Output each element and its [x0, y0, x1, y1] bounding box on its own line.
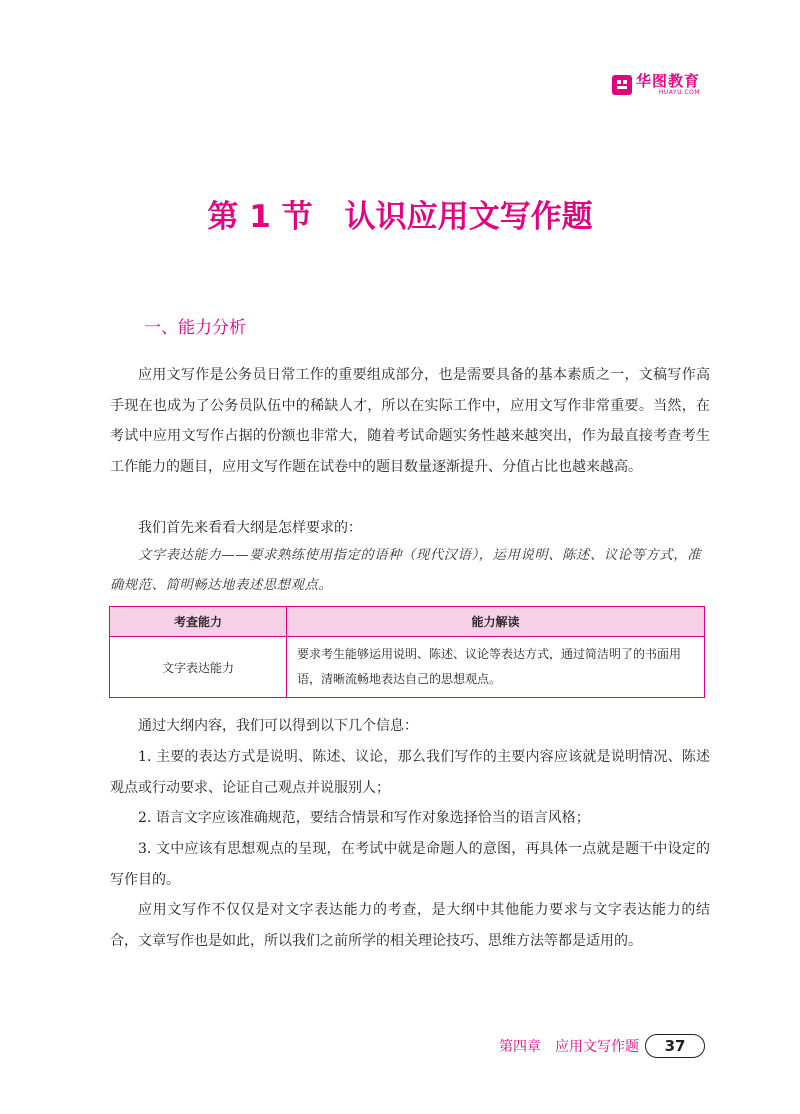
- section-title: [0, 192, 800, 242]
- table-row: [110, 637, 705, 698]
- section-title-text: 认识应用文写作题: [344, 199, 593, 235]
- paragraph-conclusion: 应用文写作不仅仅是对文字表达能力的考查，是大纲中其他能力要求与文字表达能力的结合，文章写作也是如此，所以我们之前所学的相关理论技巧、思维方法等都是适用的。: [110, 902, 710, 949]
- huatu-logo: [612, 74, 700, 96]
- table-header-ability: 考查能力: [110, 607, 287, 637]
- logo-url: HUAYU.COM: [658, 89, 701, 96]
- logo-mark-icon: [612, 75, 632, 95]
- footer-chapter-title: 应用文写作题: [555, 1039, 639, 1055]
- table-header-row: [110, 607, 705, 637]
- page-footer: [499, 1034, 705, 1058]
- paragraph-info-lead: 通过大纲内容，我们可以得到以下几个信息：: [138, 718, 418, 734]
- paragraph-intro: 应用文写作是公务员日常工作的重要组成部分，也是需要具备的基本素质之一，文稿写作高手现在也成为了公务员队伍中的稀缺人才，所以在实际工作中，应用文写作非常重要。当然，在考试中应用文写作占据的份额也非常大，随着考试命题实务性越来越突出，作为最直接考查考生工作能力的题目，应用文写作题在试卷中的题目数量逐渐提升、分值占比也越来越高。: [110, 367, 710, 475]
- paragraph-point-1: 1. 主要的表达方式是说明、陈述、议论，那么我们写作的主要内容应该就是说明情况、陈述观点或行动要求、论证自己观点并说服别人；: [110, 749, 710, 796]
- footer-chapter: 第四章: [499, 1039, 541, 1055]
- paragraph-point-3: 3. 文中应该有思想观点的呈现，在考试中就是命题人的意图，再具体一点就是题干中设定的写作目的。: [110, 841, 710, 888]
- paragraph-outline-lead: 我们首先来看看大纲是怎样要求的：: [138, 520, 362, 536]
- ability-table: [109, 606, 705, 698]
- page-number: 37: [645, 1034, 705, 1058]
- table-header-interpretation: 能力解读: [287, 607, 705, 637]
- table-cell-interpretation: 要求考生能够运用说明、陈述、议论等表达方式，通过简洁明了的书面用语，清晰流畅地表达自己的思想观点。: [287, 637, 705, 698]
- section-number: 第 1 节: [207, 199, 313, 235]
- table-cell-ability: 文字表达能力: [110, 637, 287, 698]
- paragraph-point-2: 2. 语言文字应该准确规范，要结合情景和写作对象选择恰当的语言风格；: [138, 810, 590, 826]
- logo-name: 华图教育: [636, 72, 701, 90]
- outline-quote: 文字表达能力——要求熟练使用指定的语种（现代汉语），运用说明、陈述、议论等方式，准确规范、简明畅达地表述思想观点。: [110, 548, 702, 593]
- subheading-ability-analysis: 一、能力分析: [144, 318, 246, 338]
